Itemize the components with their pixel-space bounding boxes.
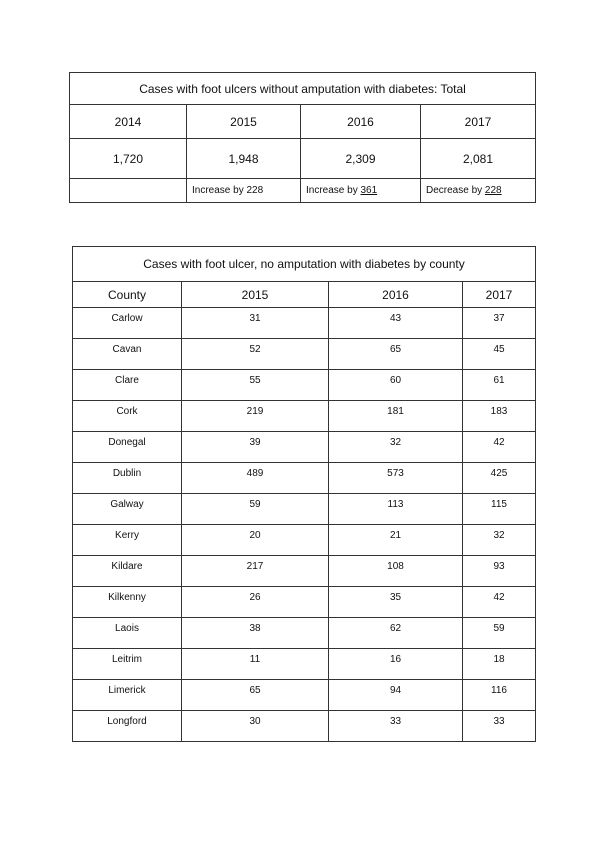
year-header: 2016 [301, 105, 421, 139]
year-header: 2015 [187, 105, 301, 139]
count-2016: 181 [329, 401, 463, 432]
table-row [73, 525, 536, 556]
column-header: 2017 [463, 282, 536, 308]
column-header: County [73, 282, 182, 308]
count-2016: 108 [329, 556, 463, 587]
table-row [73, 432, 536, 463]
count-2017: 183 [463, 401, 536, 432]
county-name: Donegal [73, 432, 182, 463]
count-2015: 20 [182, 525, 329, 556]
total-value: 1,720 [70, 139, 187, 179]
count-2015: 59 [182, 494, 329, 525]
change-text: Increase by [192, 185, 247, 196]
column-header: 2015 [182, 282, 329, 308]
change-cell [187, 179, 301, 203]
change-cell [301, 179, 421, 203]
count-2015: 11 [182, 649, 329, 680]
count-2016: 16 [329, 649, 463, 680]
table-row [73, 587, 536, 618]
count-2017: 59 [463, 618, 536, 649]
count-2016: 62 [329, 618, 463, 649]
change-text: Increase by [306, 185, 361, 196]
count-2017: 93 [463, 556, 536, 587]
county-name: Leitrim [73, 649, 182, 680]
change-cell [70, 179, 187, 203]
count-2017: 42 [463, 432, 536, 463]
change-cell [421, 179, 536, 203]
table-row [73, 680, 536, 711]
count-2017: 425 [463, 463, 536, 494]
count-2016: 32 [329, 432, 463, 463]
county-name: Kildare [73, 556, 182, 587]
county-name: Kilkenny [73, 587, 182, 618]
county-name: Clare [73, 370, 182, 401]
county-name: Limerick [73, 680, 182, 711]
count-2017: 18 [463, 649, 536, 680]
count-2015: 31 [182, 308, 329, 339]
count-2015: 30 [182, 711, 329, 742]
count-2016: 35 [329, 587, 463, 618]
count-2015: 26 [182, 587, 329, 618]
count-2017: 116 [463, 680, 536, 711]
count-2015: 217 [182, 556, 329, 587]
table-row [73, 463, 536, 494]
county-table [72, 246, 536, 742]
county-name: Longford [73, 711, 182, 742]
count-2016: 94 [329, 680, 463, 711]
count-2016: 65 [329, 339, 463, 370]
count-2016: 113 [329, 494, 463, 525]
year-header: 2014 [70, 105, 187, 139]
county-name: Dublin [73, 463, 182, 494]
change-amount: 228 [484, 185, 502, 196]
count-2016: 21 [329, 525, 463, 556]
change-amount: 228 [246, 185, 264, 196]
table-row [73, 339, 536, 370]
county-name: Cork [73, 401, 182, 432]
count-2017: 33 [463, 711, 536, 742]
table-row [73, 711, 536, 742]
count-2015: 219 [182, 401, 329, 432]
count-2015: 38 [182, 618, 329, 649]
count-2015: 489 [182, 463, 329, 494]
count-2017: 37 [463, 308, 536, 339]
total-value: 2,081 [421, 139, 536, 179]
table-row [73, 618, 536, 649]
count-2016: 43 [329, 308, 463, 339]
change-text: Decrease by [426, 185, 485, 196]
count-2015: 39 [182, 432, 329, 463]
column-header: 2016 [329, 282, 463, 308]
table-row [73, 370, 536, 401]
total-value: 1,948 [187, 139, 301, 179]
summary-table [69, 72, 536, 203]
change-amount: 361 [360, 185, 378, 196]
count-2017: 61 [463, 370, 536, 401]
count-2017: 115 [463, 494, 536, 525]
table-row [73, 649, 536, 680]
table-row [73, 494, 536, 525]
county-name: Laois [73, 618, 182, 649]
count-2015: 55 [182, 370, 329, 401]
year-header: 2017 [421, 105, 536, 139]
county-name: Cavan [73, 339, 182, 370]
county-name: Carlow [73, 308, 182, 339]
count-2017: 32 [463, 525, 536, 556]
count-2015: 65 [182, 680, 329, 711]
total-value: 2,309 [301, 139, 421, 179]
table-row [73, 401, 536, 432]
county-name: Kerry [73, 525, 182, 556]
summary-table-title: Cases with foot ulcers without amputation with diabetes: Total [70, 73, 536, 105]
count-2017: 42 [463, 587, 536, 618]
count-2015: 52 [182, 339, 329, 370]
county-table-title: Cases with foot ulcer, no amputation with diabetes by county [73, 247, 536, 282]
count-2017: 45 [463, 339, 536, 370]
table-row [73, 308, 536, 339]
count-2016: 33 [329, 711, 463, 742]
count-2016: 60 [329, 370, 463, 401]
count-2016: 573 [329, 463, 463, 494]
table-row [73, 556, 536, 587]
county-name: Galway [73, 494, 182, 525]
